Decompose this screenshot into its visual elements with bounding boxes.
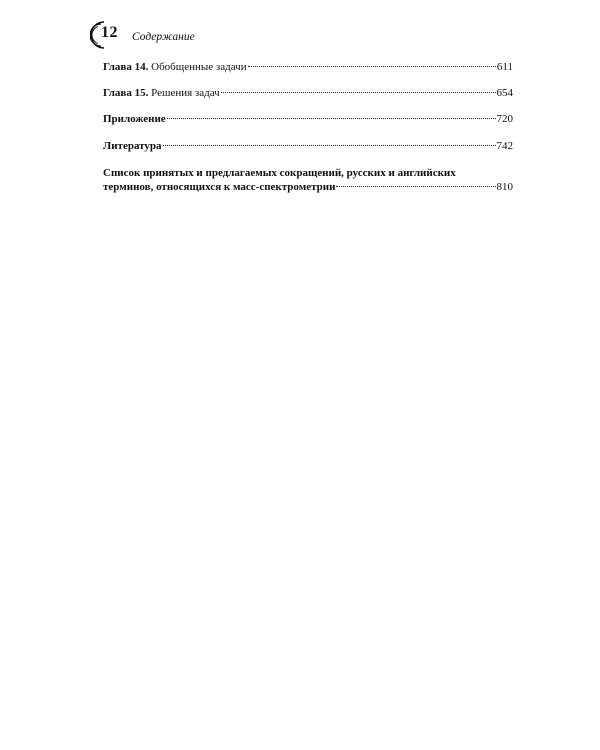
toc-entry-chapter-15[interactable] — [103, 86, 513, 100]
toc-entry-prefix: Глава 15. — [103, 87, 149, 99]
toc-entry-prefix: Литература — [103, 140, 162, 152]
toc-entry-page: 611 — [496, 61, 513, 73]
toc-entry-prefix: Приложение — [103, 113, 166, 125]
toc-entry-title-line-1: Список принятых и предлагаемых сокращений, русских и английских — [103, 167, 456, 179]
toc-entry-page: 742 — [496, 140, 513, 152]
running-title: Содержание — [132, 31, 195, 43]
toc-entry-chapter-14[interactable] — [103, 60, 513, 74]
toc-entry-title: Обобщенные задачи — [148, 61, 247, 73]
toc-entry-title-line-2: терминов, относящихся к масс-спектрометрии — [103, 181, 336, 193]
dot-leader — [167, 118, 496, 119]
page-number-badge — [90, 20, 124, 50]
dot-leader — [163, 145, 496, 146]
toc-entry-appendix[interactable] — [103, 112, 513, 126]
toc-entry-page: 810 — [496, 181, 513, 193]
toc-entry-prefix: Глава 14. — [103, 61, 149, 73]
toc-entry-page: 654 — [496, 87, 513, 99]
dot-leader — [248, 66, 496, 67]
toc-entry-abbreviations[interactable] — [103, 166, 513, 194]
page-header — [90, 20, 195, 50]
toc-entry-page: 720 — [496, 113, 513, 125]
toc-entry-title: Решения задач — [148, 87, 220, 99]
dot-leader — [336, 186, 495, 187]
dot-leader — [221, 92, 496, 93]
toc-entry-references[interactable] — [103, 139, 513, 153]
page-number: 12 — [101, 24, 118, 41]
